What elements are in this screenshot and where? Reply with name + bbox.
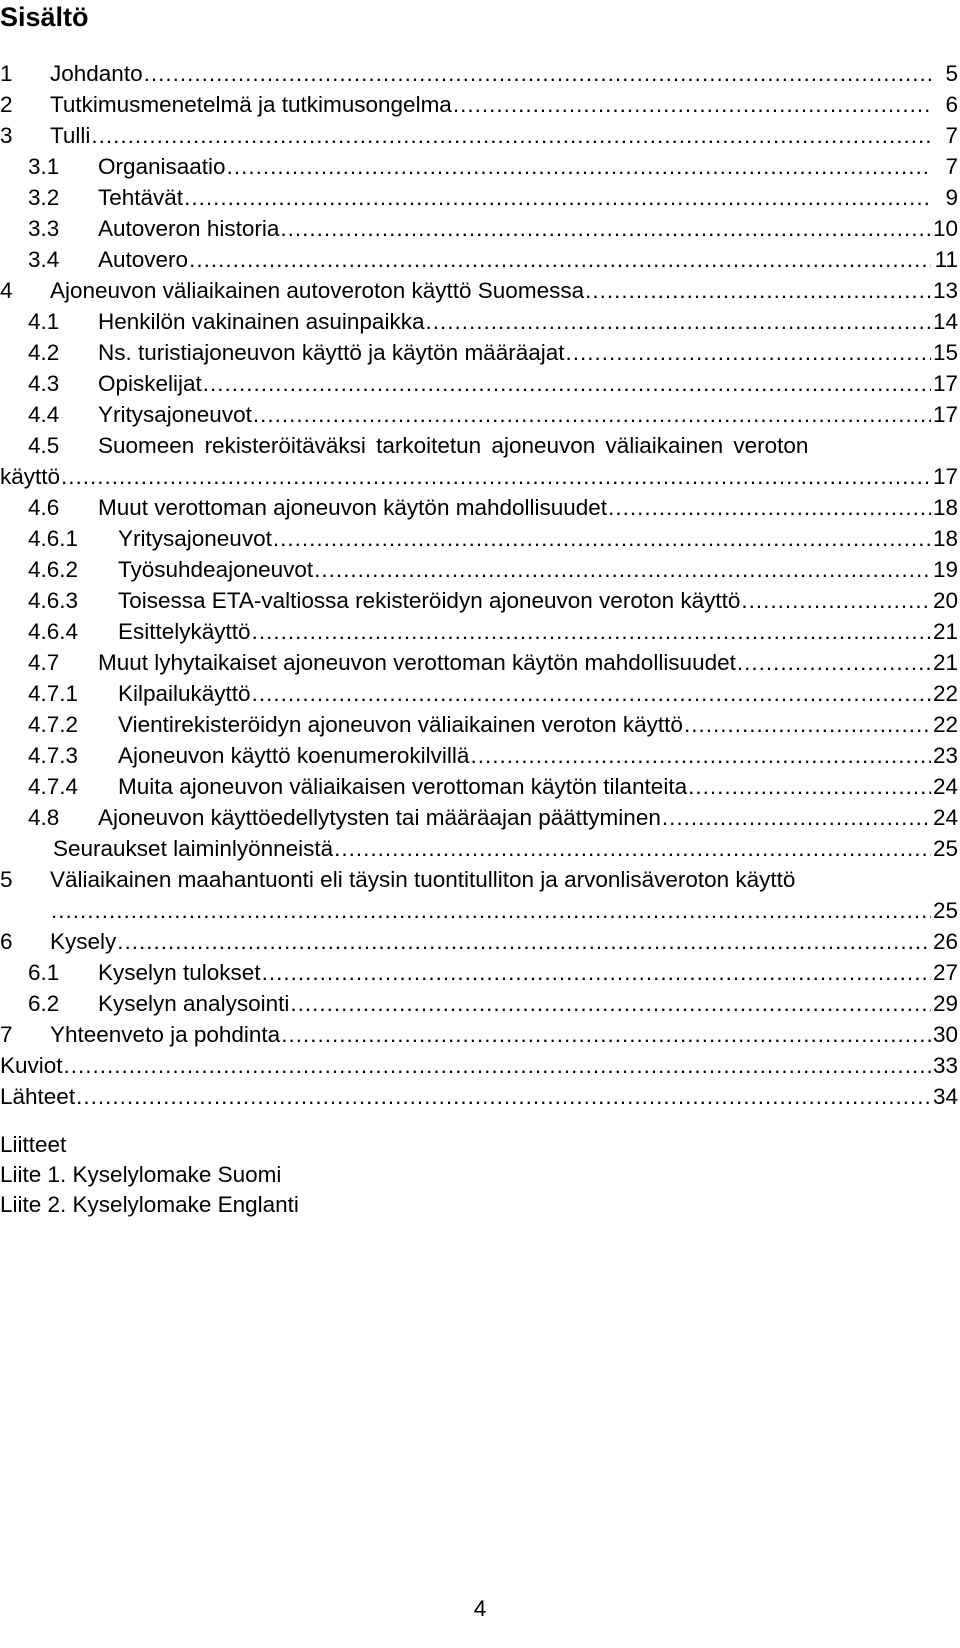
dot-leader — [203, 368, 931, 399]
appendix-list — [0, 1130, 299, 1220]
toc-entry-page: 33 — [932, 1053, 958, 1078]
toc-entry[interactable] — [0, 585, 958, 616]
dot-leader — [585, 275, 931, 306]
toc-entry-title[interactable]: Autoveron historia — [98, 216, 280, 241]
toc-entry-page: 30 — [932, 1022, 958, 1047]
toc-entry[interactable] — [0, 120, 958, 151]
toc-entry-page: 20 — [932, 588, 958, 613]
toc-entry-title[interactable]: Tehtävät — [98, 185, 184, 210]
table-of-contents — [0, 58, 958, 1112]
toc-entry-page: 10 — [932, 216, 958, 241]
toc-entry-number: 2 — [0, 92, 13, 117]
appendix-heading: Liitteet — [0, 1132, 67, 1157]
toc-entry[interactable] — [0, 523, 958, 554]
dot-leader — [566, 337, 932, 368]
toc-entry-page: 17 — [932, 402, 958, 427]
toc-entry-title[interactable]: Ajoneuvon käyttöedellytysten tai määräajan päättyminen — [98, 805, 661, 830]
toc-entry-page: 23 — [932, 743, 958, 768]
toc-entry-number: 4.7.1 — [28, 681, 79, 706]
toc-entry-page: 34 — [932, 1084, 958, 1109]
toc-entry[interactable] — [0, 1019, 958, 1050]
toc-entry-page: 13 — [932, 278, 958, 303]
page-number: 4 — [473, 1596, 487, 1621]
toc-entry-number: 4.7.2 — [28, 712, 79, 737]
toc-entry-number: 3.1 — [28, 154, 60, 179]
toc-entry-title[interactable]: Muita ajoneuvon väliaikaisen verottoman käytön tilanteita — [118, 774, 688, 799]
toc-entry-number: 5 — [0, 867, 13, 892]
toc-entry-title[interactable]: Autovero — [98, 247, 189, 272]
dot-leader — [470, 740, 931, 771]
toc-entry-number: 4.4 — [28, 402, 60, 427]
toc-entry-number: 3.4 — [28, 247, 60, 272]
toc-entry-number: 4.3 — [28, 371, 60, 396]
dot-leader — [51, 895, 931, 926]
dot-leader — [741, 585, 931, 616]
toc-entry-page: 17 — [932, 371, 958, 396]
toc-entry-number: 4.1 — [28, 309, 60, 334]
toc-entry-title[interactable]: Suomeen rekisteröitäväksi tarkoitetun ajoneuvon väliaikainen veroton — [98, 433, 809, 458]
toc-entry[interactable] — [0, 802, 958, 833]
toc-entry-title[interactable]: Yhteenveto ja pohdinta — [50, 1022, 281, 1047]
toc-entry-title[interactable]: Ajoneuvon käyttö koenumerokilvillä — [118, 743, 470, 768]
toc-entry[interactable] — [0, 399, 958, 430]
toc-entry-page: 7 — [945, 154, 958, 179]
toc-entry-page: 25 — [932, 898, 958, 923]
toc-entry-title[interactable]: Yritysajoneuvot — [118, 526, 272, 551]
toc-entry-page: 29 — [932, 991, 958, 1016]
dot-leader — [425, 306, 931, 337]
toc-entry-number: 4.6.3 — [28, 588, 79, 613]
toc-entry[interactable] — [0, 58, 958, 89]
toc-entry[interactable] — [0, 430, 958, 461]
toc-entry-title[interactable]: Muut lyhytaikaiset ajoneuvon verottoman käytön mahdollisuudet — [98, 650, 736, 675]
toc-entry-number: 6 — [0, 929, 13, 954]
toc-entry-page: 27 — [932, 960, 958, 985]
toc-entry-page: 21 — [932, 650, 958, 675]
toc-entry-title[interactable]: Muut verottoman ajoneuvon käytön mahdollisuudet — [98, 495, 608, 520]
toc-entry-page: 7 — [945, 123, 958, 148]
dot-leader — [252, 678, 931, 709]
toc-entry[interactable] — [0, 492, 958, 523]
toc-entry[interactable] — [0, 678, 958, 709]
toc-entry-number: 4.6.2 — [28, 557, 79, 582]
toc-entry-page: 17 — [932, 464, 958, 489]
toc-entry-page: 11 — [934, 247, 958, 272]
toc-entry[interactable] — [0, 988, 958, 1019]
dot-leader — [334, 833, 931, 864]
dot-leader — [253, 399, 931, 430]
toc-entry-number: 4.7.3 — [28, 743, 79, 768]
dot-leader — [76, 1081, 931, 1112]
toc-entry-title[interactable]: Johdanto — [50, 61, 143, 86]
toc-entry-page: 22 — [932, 681, 958, 706]
dot-leader — [61, 461, 931, 492]
toc-entry[interactable] — [0, 1050, 958, 1081]
appendix-item[interactable]: Liite 1. Kyselylomake Suomi — [0, 1162, 282, 1187]
toc-entry-title[interactable]: Tulli — [50, 123, 91, 148]
dot-leader — [290, 988, 931, 1019]
dot-leader — [280, 213, 931, 244]
toc-entry-page: 6 — [945, 92, 958, 117]
toc-entry-title[interactable]: Väliaikainen maahantuonti eli täysin tuontitulliton ja arvonlisäveroton käyttö — [50, 867, 796, 892]
dot-leader — [688, 771, 931, 802]
toc-entry-number: 4.8 — [28, 805, 60, 830]
dot-leader — [453, 89, 931, 120]
toc-entry-number: 4.7.4 — [28, 774, 79, 799]
toc-entry[interactable] — [0, 1081, 958, 1112]
toc-entry-number: 4 — [0, 278, 13, 303]
toc-entry[interactable] — [0, 864, 958, 895]
toc-entry-page: 24 — [932, 774, 958, 799]
toc-entry-title[interactable]: Toisessa ETA-valtiossa rekisteröidyn ajoneuvon veroton käyttö — [118, 588, 741, 613]
toc-entry[interactable] — [0, 926, 958, 957]
toc-entry-title[interactable]: Organisaatio — [98, 154, 226, 179]
toc-entry-number: 4.5 — [28, 433, 60, 458]
toc-entry-page: 15 — [932, 340, 958, 365]
toc-entry[interactable] — [0, 740, 958, 771]
toc-entry-title[interactable]: Vientirekisteröidyn ajoneuvon väliaikainen veroton käyttö — [118, 712, 683, 737]
toc-entry[interactable] — [0, 616, 958, 647]
toc-entry-page: 18 — [932, 495, 958, 520]
toc-entry[interactable] — [0, 337, 958, 368]
toc-entry-number: 4.6.4 — [28, 619, 79, 644]
toc-entry[interactable] — [0, 709, 958, 740]
dot-leader — [117, 926, 931, 957]
toc-entry-title[interactable]: Seuraukset laiminlyönneistä — [53, 836, 334, 861]
toc-entry-number: 4.7 — [28, 650, 60, 675]
toc-entry-title[interactable]: Kyselyn analysointi — [98, 991, 290, 1016]
toc-entry[interactable] — [0, 647, 958, 678]
toc-entry[interactable] — [0, 275, 958, 306]
dot-leader — [684, 709, 931, 740]
toc-entry-title[interactable]: Opiskelijat — [98, 371, 202, 396]
toc-entry[interactable] — [0, 957, 958, 988]
toc-entry-title-continuation: käyttö — [0, 464, 61, 489]
toc-entry-page: 25 — [932, 836, 958, 861]
toc-entry[interactable] — [0, 244, 958, 275]
toc-entry[interactable] — [0, 368, 958, 399]
dot-leader — [662, 802, 931, 833]
toc-entry-number: 6.2 — [28, 991, 60, 1016]
toc-entry[interactable] — [0, 833, 958, 864]
toc-entry-title[interactable]: Kuviot — [0, 1053, 63, 1078]
toc-entry-number: 3.2 — [28, 185, 60, 210]
toc-entry-number: 4.6.1 — [28, 526, 79, 551]
toc-entry-page: 9 — [945, 185, 958, 210]
toc-entry-page: 5 — [945, 61, 958, 86]
dot-leader — [737, 647, 931, 678]
toc-entry-title[interactable]: Kyselyn tulokset — [98, 960, 261, 985]
toc-entry-number: 3 — [0, 123, 13, 148]
toc-entry-page: 22 — [932, 712, 958, 737]
toc-entry[interactable] — [0, 771, 958, 802]
toc-entry-title[interactable]: Esittelykäyttö — [118, 619, 251, 644]
toc-entry[interactable] — [0, 554, 958, 585]
toc-entry-title[interactable]: Ajoneuvon väliaikainen autoveroton käyttö Suomessa — [50, 278, 585, 303]
dot-leader — [91, 120, 931, 151]
toc-entry[interactable] — [0, 213, 958, 244]
toc-entry-page: 18 — [932, 526, 958, 551]
toc-entry-title[interactable]: Henkilön vakinainen asuinpaikka — [98, 309, 425, 334]
toc-entry-number: 3.3 — [28, 216, 60, 241]
page-title: Sisältö — [0, 2, 89, 32]
appendix-item[interactable]: Liite 2. Kyselylomake Englanti — [0, 1192, 299, 1217]
dot-leader — [184, 182, 931, 213]
dot-leader — [252, 616, 931, 647]
dot-leader — [281, 1019, 931, 1050]
toc-entry-number: 7 — [0, 1022, 13, 1047]
toc-entry-number: 1 — [0, 61, 13, 86]
dot-leader — [64, 1050, 931, 1081]
toc-entry-title[interactable]: Kilpailukäyttö — [118, 681, 251, 706]
toc-entry-number: 6.1 — [28, 960, 60, 985]
toc-entry-page: 14 — [932, 309, 958, 334]
dot-leader — [608, 492, 931, 523]
dot-leader — [273, 523, 931, 554]
dot-leader — [314, 554, 931, 585]
toc-entry-page: 26 — [932, 929, 958, 954]
toc-entry-page: 21 — [932, 619, 958, 644]
toc-entry-title[interactable]: Yritysajoneuvot — [98, 402, 252, 427]
toc-entry-title[interactable]: Lähteet — [0, 1084, 76, 1109]
toc-entry-page: 19 — [932, 557, 958, 582]
toc-entry-title[interactable]: Ns. turistiajoneuvon käyttö ja käytön määräajat — [98, 340, 565, 365]
toc-entry-title[interactable]: Tutkimusmenetelmä ja tutkimusongelma — [50, 92, 452, 117]
toc-entry-continuation[interactable] — [0, 461, 958, 492]
toc-entry[interactable] — [0, 182, 958, 213]
toc-entry-title[interactable]: Kysely — [50, 929, 117, 954]
toc-entry-number: 4.2 — [28, 340, 60, 365]
toc-entry[interactable] — [0, 89, 958, 120]
dot-leader — [262, 957, 931, 988]
toc-entry-continuation[interactable] — [0, 895, 958, 926]
dot-leader — [144, 58, 931, 89]
toc-entry[interactable] — [0, 151, 958, 182]
toc-entry-title[interactable]: Työsuhdeajoneuvot — [118, 557, 314, 582]
toc-entry[interactable] — [0, 306, 958, 337]
toc-entry-number: 4.6 — [28, 495, 60, 520]
dot-leader — [189, 244, 931, 275]
dot-leader — [227, 151, 931, 182]
toc-entry-page: 24 — [932, 805, 958, 830]
